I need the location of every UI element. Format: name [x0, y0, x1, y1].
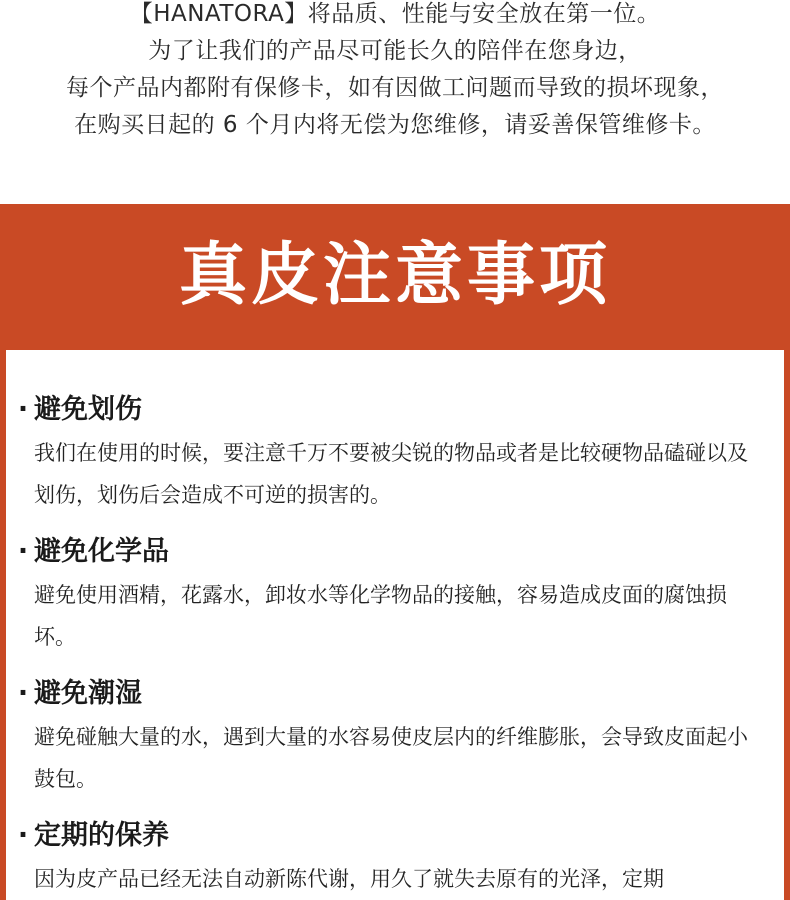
care-tip-body: 避免碰触大量的水，遇到大量的水容易使皮层内的纤维膨胀，会导致皮面起小鼓包。	[34, 725, 748, 791]
care-tips-panel	[6, 350, 784, 900]
warranty-line: 为了让我们的产品尽可能长久的陪伴在您身边，	[148, 38, 642, 64]
care-tip-heading	[14, 676, 142, 712]
warranty-line: 在购买日起的 6 个月内将无偿为您维修，请妥善保管维修卡。	[74, 112, 716, 138]
bullet-icon: ·	[17, 678, 29, 709]
banner-title: 真皮注意事项	[178, 236, 611, 315]
care-tip-heading	[14, 534, 169, 570]
warranty-line: 每个产品内都附有保修卡，如有因做工问题而导致的损坏现象，	[66, 75, 724, 101]
care-tip-title: 定期的保养	[34, 820, 169, 851]
bullet-icon: ·	[17, 394, 29, 425]
care-tip-heading	[14, 818, 169, 854]
care-tip-body: 避免使用酒精，花露水，卸妆水等化学物品的接触，容易造成皮面的腐蚀损坏。	[34, 583, 727, 649]
care-tip-heading	[14, 392, 142, 428]
care-tip-body: 因为皮产品已经无法自动新陈代谢，用久了就失去原有的光泽，定期	[34, 867, 664, 891]
care-tip-title: 避免潮湿	[34, 678, 142, 709]
bullet-icon: ·	[17, 536, 29, 567]
leather-care-banner	[0, 204, 790, 900]
warranty-line: 【HANATORA】将品质、性能与安全放在第一位。	[129, 1, 661, 27]
bullet-icon: ·	[17, 820, 29, 851]
care-tip-title: 避免划伤	[34, 394, 142, 425]
warranty-notice	[0, 0, 790, 144]
care-tip-body: 我们在使用的时候，要注意千万不要被尖锐的物品或者是比较硬物品磕碰以及划伤，划伤后会造成不可逆的损害的。	[34, 441, 748, 507]
care-tip-title: 避免化学品	[34, 536, 169, 567]
